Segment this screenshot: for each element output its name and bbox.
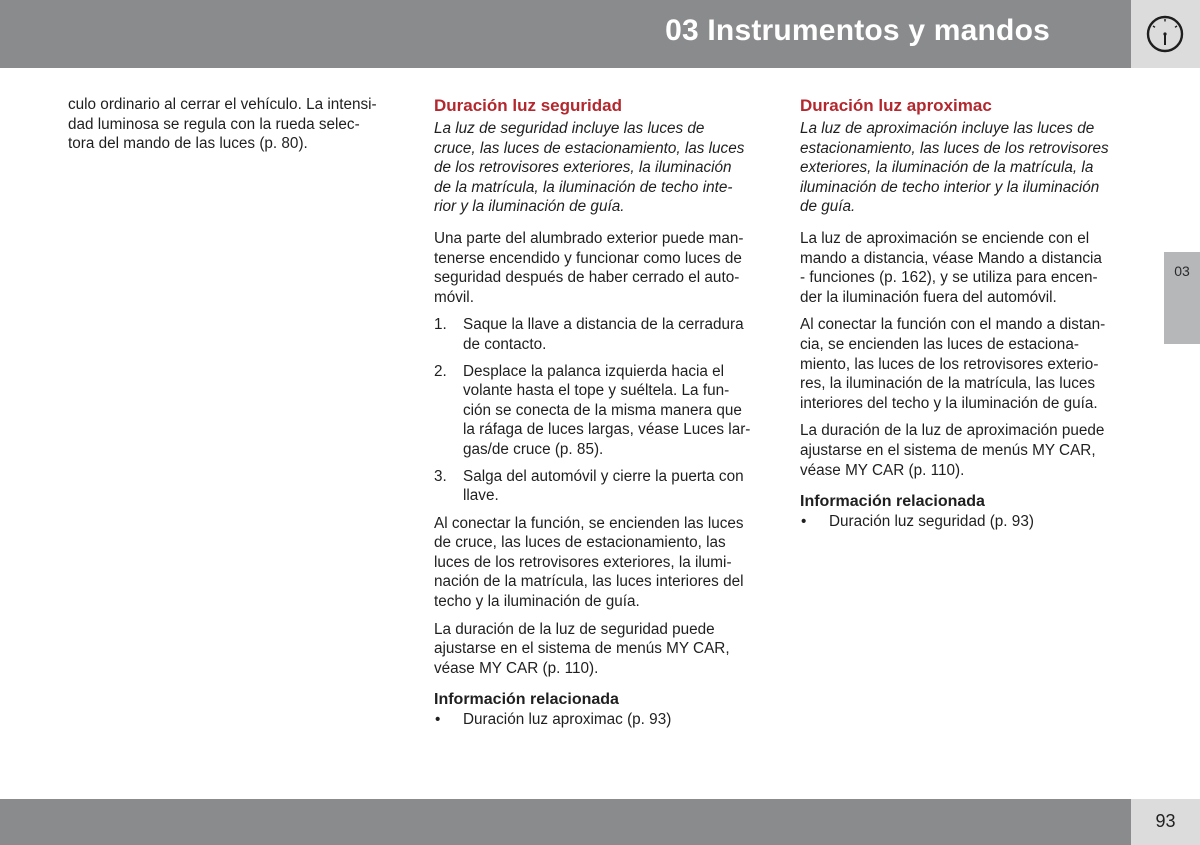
step-item: 3. Salga del automóvil y cierre la puerta con llave. (434, 467, 744, 505)
paragraph: Una parte del alumbrado exterior puede man- tenerse encendido y funcionar como luces de seguridad después de haber cerrado el auto- móvil. (434, 229, 744, 306)
related-link[interactable]: • Duración luz aproximac (p. 93) (435, 711, 672, 729)
paragraph: Al conectar la función con el mando a distan- cia, se encienden las luces de estaciona- miento, las luces de los retrovisores exterio- res, la iluminación de la matrícula, las luces interiores del techo y la iluminación de guía. (800, 316, 1106, 412)
section-heading: Duración luz seguridad (434, 96, 622, 115)
chapter-header-bar (0, 0, 1131, 68)
related-links-list (800, 512, 1136, 532)
chapter-side-tab[interactable] (1164, 252, 1200, 344)
speedometer-gauge-icon (1145, 14, 1185, 54)
related-info-heading: Información relacionada (800, 493, 985, 511)
side-tab-label: 03 (1174, 263, 1190, 279)
bullet-icon: • (801, 513, 807, 531)
steps-list (434, 315, 770, 505)
chapter-title: 03 Instrumentos y mandos (665, 14, 1050, 47)
section-heading: Duración luz aproximac (800, 96, 992, 115)
paragraph: La luz de aproximación se enciende con el mando a distancia, véase Mando a distancia - funciones (p. 162), y se utiliza para encen- der la iluminación fuera del automóvil. (800, 229, 1102, 306)
text-line: dad luminosa se regula con la rueda selec- (68, 115, 360, 133)
section-intro: La luz de seguridad incluye las luces de cruce, las luces de estacionamiento, las luces de los retrovisores exteriores, la iluminación de la matrícula, la iluminación de techo inte- rior y la iluminación de guía. (434, 120, 745, 216)
paragraph: La duración de la luz de aproximación puede ajustarse en el sistema de menús MY CAR, véase MY CAR (p. 110). (800, 422, 1105, 479)
related-links-list (434, 710, 770, 730)
chapter-icon-box (1131, 0, 1200, 68)
page-number-box (1131, 799, 1200, 845)
paragraph: La duración de la luz de seguridad puede ajustarse en el sistema de menús MY CAR, véase MY CAR (p. 110). (434, 620, 730, 677)
paragraph: Al conectar la función, se encienden las luces de cruce, las luces de estacionamiento, las luces de los retrovisores exteriores, la ilumi- nación de la matrícula, las luces interiores del techo y la iluminación de guía. (434, 514, 744, 611)
continuation-paragraph (68, 95, 403, 154)
related-link[interactable]: • Duración luz seguridad (p. 93) (801, 513, 1034, 531)
step-item: 1. Saque la llave a distancia de la cerradura de contacto. (434, 316, 744, 353)
column-continuation (68, 95, 403, 162)
page-number: 93 (1155, 811, 1176, 831)
text-line: culo ordinario al cerrar el vehículo. La intensi- (68, 96, 377, 113)
text-line: tora del mando de las luces (p. 80). (68, 135, 308, 153)
step-item: 2. Desplace la palanca izquierda hacia el volante hasta el tope y suéltela. La fun- ción se conecta de la misma manera que la ráfaga de luces largas, véase Luces lar- gas/de cruce (p. 85). (434, 362, 751, 458)
bullet-icon: • (435, 711, 441, 729)
section-approach-light (800, 95, 1136, 532)
section-intro: La luz de aproximación incluye las luces de estacionamiento, las luces de los retrovisores exteriores, la iluminación de la matrícula, la iluminación de techo interior y la iluminación de guía. (800, 120, 1109, 216)
footer-bar (0, 799, 1131, 845)
section-security-light (434, 95, 770, 730)
related-info-heading: Información relacionada (434, 691, 619, 709)
